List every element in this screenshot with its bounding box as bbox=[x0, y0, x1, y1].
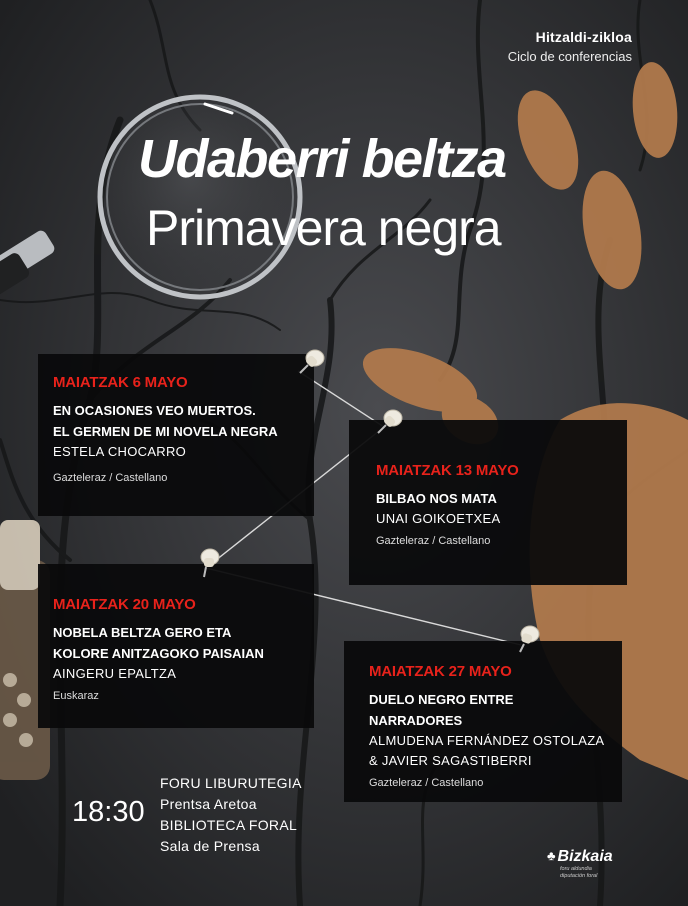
push-pin-icon bbox=[190, 545, 230, 585]
venue-line: FORU LIBURUTEGIA bbox=[160, 775, 302, 791]
event-time: 18:30 bbox=[72, 796, 145, 828]
event-date: MAIATZAK 13 MAYO bbox=[376, 462, 519, 479]
series-label bbox=[508, 29, 632, 64]
event-title-line: DUELO NEGRO ENTRE bbox=[369, 692, 514, 707]
event-speaker: ALMUDENA FERNÁNDEZ OSTOLAZA bbox=[369, 733, 605, 748]
venue-line: Prentsa Aretoa bbox=[160, 796, 257, 812]
event-title-line: KOLORE ANITZAGOKO PAISAIAN bbox=[53, 646, 264, 661]
bizkaia-tree-icon: ♣ bbox=[547, 848, 556, 863]
push-pin-icon bbox=[292, 345, 332, 385]
event-speaker: & JAVIER SAGASTIBERRI bbox=[369, 753, 532, 768]
series-label-es: Ciclo de conferencias bbox=[507, 49, 632, 64]
event-speaker: UNAI GOIKOETXEA bbox=[376, 511, 501, 526]
title-es: Primavera negra bbox=[146, 200, 501, 256]
event-language: Gazteleraz / Castellano bbox=[53, 472, 168, 484]
event-title-line: EL GERMEN DE MI NOVELA NEGRA bbox=[53, 424, 278, 439]
event-language: Euskaraz bbox=[53, 690, 99, 702]
event-language: Gazteleraz / Castellano bbox=[376, 535, 491, 547]
event-card-3 bbox=[38, 564, 314, 728]
event-language: Gazteleraz / Castellano bbox=[369, 777, 484, 789]
event-date: MAIATZAK 20 MAYO bbox=[53, 596, 196, 613]
event-speaker: ESTELA CHOCARRO bbox=[53, 444, 187, 459]
event-title-line: BILBAO NOS MATA bbox=[376, 491, 497, 506]
event-title-line: NARRADORES bbox=[369, 713, 463, 728]
venue-line: Sala de Prensa bbox=[160, 838, 260, 854]
logo-name: Bizkaia bbox=[557, 848, 613, 865]
series-label-eu: Hitzaldi-zikloa bbox=[535, 29, 632, 45]
event-card-1 bbox=[38, 354, 314, 516]
event-title-line: EN OCASIONES VEO MUERTOS. bbox=[53, 403, 256, 418]
venue bbox=[160, 773, 302, 857]
event-speaker: AINGERU EPALTZA bbox=[53, 666, 177, 681]
title-eu: Udaberri beltza bbox=[138, 129, 506, 189]
push-pin-icon bbox=[506, 622, 546, 662]
push-pin-icon bbox=[368, 405, 408, 445]
event-date: MAIATZAK 6 MAYO bbox=[53, 374, 188, 391]
event-title-line: NOBELA BELTZA GERO ETA bbox=[53, 625, 232, 640]
event-date: MAIATZAK 27 MAYO bbox=[369, 663, 512, 680]
event-card-4 bbox=[344, 641, 622, 802]
venue-line: BIBLIOTECA FORAL bbox=[160, 817, 298, 833]
logo-sub: diputación foral bbox=[560, 873, 598, 879]
bizkaia-logo bbox=[547, 848, 613, 880]
logo-sub: foru aldundia bbox=[560, 866, 592, 872]
